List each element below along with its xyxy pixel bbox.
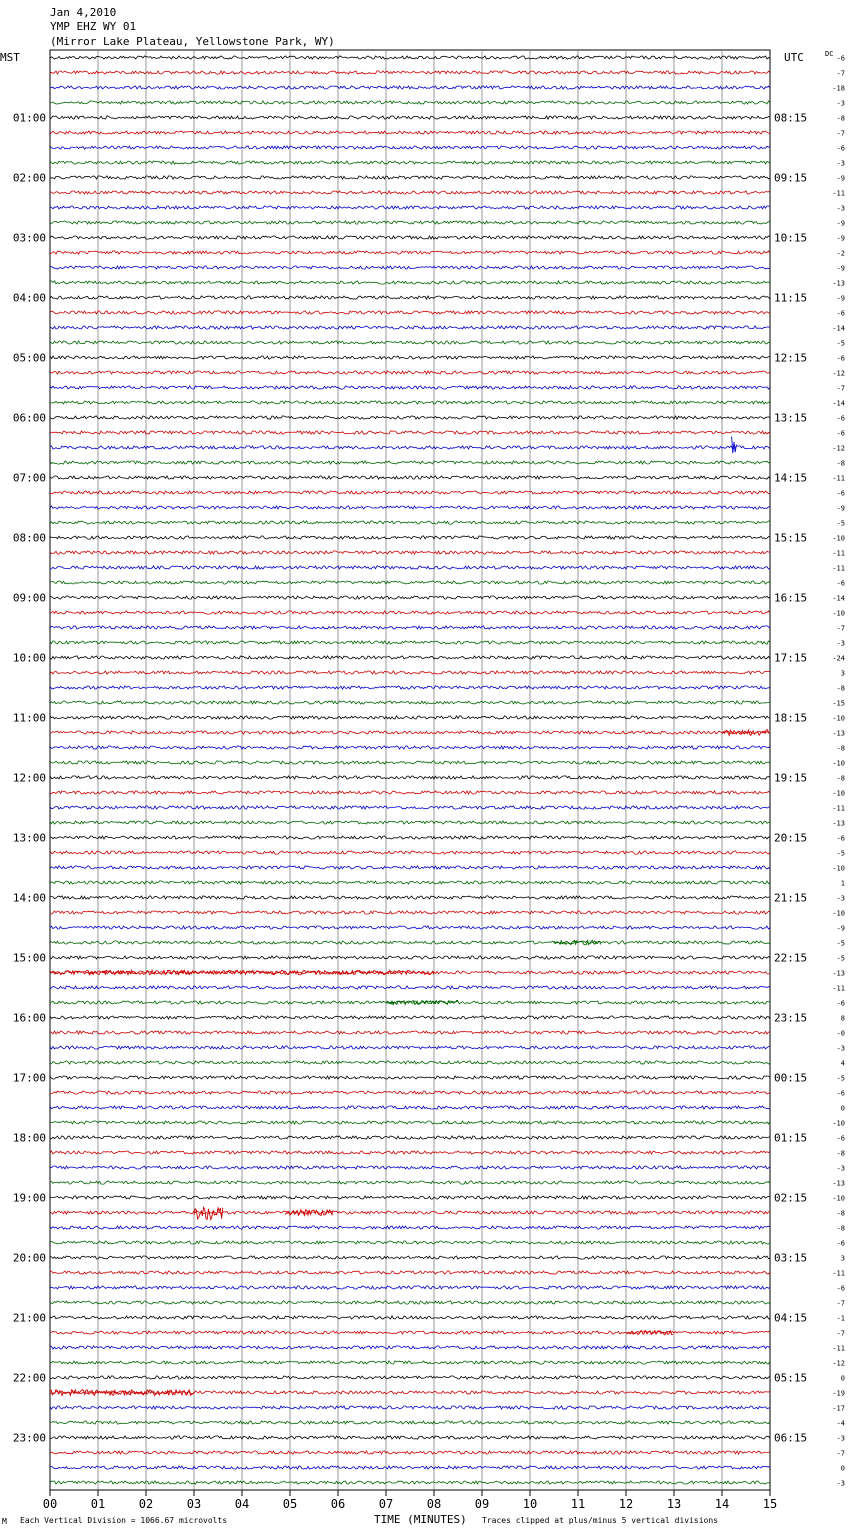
dc-offset-value: -6 <box>836 309 845 318</box>
chart-location: (Mirror Lake Plateau, Yellowstone Park, WY) <box>50 35 335 48</box>
dc-offset-value: -4 <box>836 1419 845 1428</box>
mst-hour-label: 15:00 <box>12 951 46 965</box>
utc-hour-label: 19:15 <box>774 771 808 785</box>
seismic-trace <box>50 161 770 164</box>
dc-offset-value: -8 <box>836 1224 845 1233</box>
utc-hour-label: 02:15 <box>774 1191 808 1205</box>
x-tick-label: 00 <box>42 1497 58 1511</box>
seismic-trace <box>50 1091 770 1094</box>
seismic-trace <box>50 206 770 209</box>
dc-offset-value: -19 <box>832 1389 845 1398</box>
seismic-trace <box>50 371 770 374</box>
dc-offset-value: -15 <box>832 699 845 708</box>
mst-hour-label: 21:00 <box>12 1311 46 1325</box>
seismic-trace <box>50 416 770 419</box>
dc-offset-value: -8 <box>836 774 845 783</box>
seismic-trace <box>50 761 770 764</box>
seismic-trace <box>50 1046 770 1049</box>
x-tick-label: 02 <box>138 1497 154 1511</box>
dc-offset-value: 3 <box>840 669 845 678</box>
dc-offset-value: -3 <box>836 204 845 213</box>
dc-offset-value: -13 <box>832 279 845 288</box>
seismic-trace <box>50 1346 770 1349</box>
seismic-trace <box>50 731 770 734</box>
seismic-trace <box>50 1256 770 1259</box>
seismic-trace <box>50 326 770 329</box>
seismic-trace <box>50 1106 770 1109</box>
seismic-event <box>732 437 737 454</box>
dc-offset-value: -10 <box>832 909 845 918</box>
seismic-trace <box>50 266 770 269</box>
utc-hour-label: 14:15 <box>774 471 808 485</box>
x-tick-label: 10 <box>522 1497 538 1511</box>
seismic-trace <box>50 1226 770 1229</box>
dc-offset-value: -6 <box>836 489 845 498</box>
seismic-trace <box>50 1076 770 1079</box>
seismic-trace <box>50 881 770 884</box>
x-tick-label: 08 <box>426 1497 442 1511</box>
dc-offset-value: -8 <box>836 1149 845 1158</box>
seismic-trace <box>50 221 770 224</box>
mst-hour-label: 17:00 <box>12 1071 46 1085</box>
dc-offset-value: -0 <box>836 1029 845 1038</box>
seismic-trace <box>50 1361 770 1364</box>
seismic-trace <box>50 356 770 359</box>
utc-hour-label: 18:15 <box>774 711 808 725</box>
mst-hour-label: 19:00 <box>12 1191 46 1205</box>
dc-offset-value: -11 <box>832 189 845 198</box>
dc-offset-value: -10 <box>832 609 845 618</box>
seismic-trace <box>50 446 770 449</box>
dc-offset-value: -14 <box>832 324 845 333</box>
dc-offset-value: -3 <box>836 99 845 108</box>
seismic-trace <box>50 86 770 89</box>
corner-mark: M <box>2 1517 7 1526</box>
seismic-trace <box>50 281 770 284</box>
dc-offset-value: -13 <box>832 729 845 738</box>
dc-offset-value: -9 <box>836 504 845 513</box>
x-axis-title: TIME (MINUTES) <box>374 1513 467 1526</box>
utc-hour-label: 01:15 <box>774 1131 808 1145</box>
dc-offset-value: -9 <box>836 924 845 933</box>
right-timezone-label: UTC <box>784 51 804 64</box>
seismic-trace <box>50 101 770 104</box>
dc-offset-value: -7 <box>836 384 845 393</box>
utc-hour-label: 08:15 <box>774 111 808 125</box>
seismic-trace <box>50 341 770 344</box>
seismic-trace <box>50 1211 770 1214</box>
x-axis <box>43 1490 777 1511</box>
x-tick-label: 03 <box>186 1497 202 1511</box>
dc-offset-value: -5 <box>836 1074 845 1083</box>
mst-hour-label: 11:00 <box>12 711 46 725</box>
dc-offset-value: -11 <box>832 549 845 558</box>
utc-hour-label: 00:15 <box>774 1071 808 1085</box>
dc-offset-value: -6 <box>836 1134 845 1143</box>
seismic-trace <box>50 146 770 149</box>
mst-hour-label: 07:00 <box>12 471 46 485</box>
dc-offset-value: -10 <box>832 1119 845 1128</box>
seismic-trace <box>50 521 770 524</box>
dc-offset-value: -5 <box>836 849 845 858</box>
mst-hour-label: 16:00 <box>12 1011 46 1025</box>
dc-offset-value: -9 <box>836 264 845 273</box>
dc-offset-value: -10 <box>832 714 845 723</box>
utc-hour-label: 21:15 <box>774 891 808 905</box>
seismic-trace <box>50 131 770 134</box>
dc-offset-value: -2 <box>836 249 845 258</box>
seismic-trace <box>50 1316 770 1319</box>
dc-offset-value: -8 <box>836 459 845 468</box>
utc-hour-label: 11:15 <box>774 291 808 305</box>
seismic-trace <box>50 776 770 779</box>
seismic-trace <box>50 401 770 404</box>
seismic-trace <box>50 626 770 629</box>
dc-offset-value: 1 <box>840 879 845 888</box>
seismic-trace <box>50 806 770 809</box>
dc-offset-value: -7 <box>836 1329 845 1338</box>
dc-offset-value: -6 <box>836 414 845 423</box>
dc-offset-value: 8 <box>840 1014 845 1023</box>
seismic-trace <box>50 176 770 179</box>
dc-offset-value: -3 <box>836 894 845 903</box>
x-tick-label: 07 <box>378 1497 394 1511</box>
seismic-trace <box>50 311 770 314</box>
dc-offset-value: -7 <box>836 624 845 633</box>
dc-offset-value: -6 <box>836 834 845 843</box>
utc-hour-label: 10:15 <box>774 231 808 245</box>
dc-offset-value: -13 <box>832 969 845 978</box>
utc-hour-label: 06:15 <box>774 1431 808 1445</box>
seismic-trace <box>50 926 770 929</box>
utc-hour-label: 17:15 <box>774 651 808 665</box>
seismic-trace <box>50 1301 770 1304</box>
dc-offset-value: -18 <box>832 84 845 93</box>
dc-offset-value: -1 <box>836 1314 845 1323</box>
x-tick-label: 12 <box>618 1497 634 1511</box>
seismic-trace <box>50 386 770 389</box>
mst-hour-label: 08:00 <box>12 531 46 545</box>
seismic-trace <box>50 611 770 614</box>
seismic-trace <box>50 791 770 794</box>
seismic-trace <box>50 656 770 659</box>
seismic-trace <box>50 1466 770 1469</box>
dc-offset-value: -6 <box>836 1284 845 1293</box>
dc-offset-value: -3 <box>836 1044 845 1053</box>
dc-offset-value: -8 <box>836 1209 845 1218</box>
seismic-trace <box>50 1166 770 1169</box>
clip-note: Traces clipped at plus/minus 5 vertical divisions <box>482 1516 719 1525</box>
dc-offset-value: -9 <box>836 294 845 303</box>
dc-offset-value: -7 <box>836 1449 845 1458</box>
mst-hour-label: 09:00 <box>12 591 46 605</box>
mst-hour-label: 20:00 <box>12 1251 46 1265</box>
dc-offset-value: -10 <box>832 1194 845 1203</box>
seismic-trace <box>50 296 770 299</box>
x-tick-label: 14 <box>714 1497 730 1511</box>
seismic-trace <box>50 701 770 704</box>
dc-offset-value: -10 <box>832 534 845 543</box>
dc-offset-value: 3 <box>840 1254 845 1263</box>
dc-offset-value: -5 <box>836 954 845 963</box>
dc-offset-value: -3 <box>836 639 845 648</box>
dc-offset-value: -11 <box>832 984 845 993</box>
mst-hour-label: 05:00 <box>12 351 46 365</box>
mst-hour-label: 01:00 <box>12 111 46 125</box>
x-tick-label: 15 <box>762 1497 778 1511</box>
seismic-trace <box>50 986 770 989</box>
utc-hour-label: 16:15 <box>774 591 808 605</box>
seismic-trace <box>50 1121 770 1124</box>
seismic-trace <box>50 1406 770 1409</box>
seismic-trace <box>50 596 770 599</box>
utc-hour-label: 09:15 <box>774 171 808 185</box>
dc-offset-value: -7 <box>836 129 845 138</box>
seismic-trace <box>50 911 770 914</box>
seismic-trace <box>50 1436 770 1439</box>
utc-hour-label: 04:15 <box>774 1311 808 1325</box>
dc-offset-value: -17 <box>832 1404 845 1413</box>
seismic-trace <box>50 191 770 194</box>
seismic-trace <box>50 581 770 584</box>
dc-offset-value: -6 <box>836 579 845 588</box>
seismic-trace <box>50 956 770 959</box>
seismic-trace <box>50 896 770 899</box>
seismic-trace <box>50 1151 770 1154</box>
seismic-trace <box>50 551 770 554</box>
dc-offset-value: -3 <box>836 1164 845 1173</box>
seismic-events <box>50 437 769 1396</box>
seismic-trace <box>50 71 770 74</box>
dc-offset-value: -11 <box>832 1344 845 1353</box>
mst-hour-label: 22:00 <box>12 1371 46 1385</box>
seismic-trace <box>50 506 770 509</box>
seismic-traces <box>50 56 770 1484</box>
seismic-trace <box>50 116 770 119</box>
utc-hour-label: 23:15 <box>774 1011 808 1025</box>
seismic-trace <box>50 461 770 464</box>
dc-offset-value: 4 <box>840 1059 845 1068</box>
dc-offset-value: -10 <box>832 789 845 798</box>
dc-offset-value: -14 <box>832 594 845 603</box>
dc-offset-value: -11 <box>832 564 845 573</box>
dc-offset-value: -6 <box>836 1239 845 1248</box>
mst-hour-label: 18:00 <box>12 1131 46 1145</box>
x-tick-label: 09 <box>474 1497 490 1511</box>
scale-note: Each Vertical Division = 1066.67 microvolts <box>20 1516 228 1525</box>
seismic-trace <box>50 1481 770 1484</box>
seismic-trace <box>50 716 770 719</box>
seismic-trace <box>50 836 770 839</box>
seismic-trace <box>50 1061 770 1064</box>
dc-offset-value: -13 <box>832 819 845 828</box>
utc-hour-label: 03:15 <box>774 1251 808 1265</box>
seismic-trace <box>50 746 770 749</box>
utc-hour-label: 15:15 <box>774 531 808 545</box>
dc-offset-value: -9 <box>836 234 845 243</box>
dc-offset-value: -14 <box>832 399 845 408</box>
dc-offset-value: -3 <box>836 1434 845 1443</box>
dc-offset-values <box>832 55 845 1488</box>
seismic-trace <box>50 1451 770 1454</box>
seismic-trace <box>50 941 770 944</box>
utc-hour-label: 12:15 <box>774 351 808 365</box>
mst-hour-label: 23:00 <box>12 1431 46 1445</box>
chart-station: YMP EHZ WY 01 <box>50 20 137 33</box>
x-tick-label: 04 <box>234 1497 250 1511</box>
dc-offset-value: -5 <box>836 519 845 528</box>
seismic-trace <box>50 641 770 644</box>
seismic-trace <box>50 1016 770 1019</box>
seismic-trace <box>50 566 770 569</box>
dc-offset-value: 0 <box>840 1464 845 1473</box>
seismic-trace <box>50 536 770 539</box>
dc-offset-value: -8 <box>836 744 845 753</box>
x-tick-label: 06 <box>330 1497 346 1511</box>
dc-offset-value: -12 <box>832 1359 845 1368</box>
x-tick-label: 13 <box>666 1497 682 1511</box>
dc-offset-value: -24 <box>832 654 845 663</box>
mst-hour-label: 04:00 <box>12 291 46 305</box>
seismic-trace <box>50 1376 770 1379</box>
x-tick-label: 01 <box>90 1497 106 1511</box>
mst-hour-label: 02:00 <box>12 171 46 185</box>
dc-offset-value: -7 <box>836 1299 845 1308</box>
seismic-trace <box>50 1421 770 1424</box>
dc-offset-value: -6 <box>836 429 845 438</box>
seismic-trace <box>50 1196 770 1199</box>
seismic-trace <box>50 236 770 239</box>
dc-offset-value: 0 <box>840 1374 845 1383</box>
dc-offset-value: -12 <box>832 369 845 378</box>
x-tick-label: 11 <box>570 1497 586 1511</box>
mst-hour-labels <box>13 112 46 1445</box>
seismic-trace <box>50 1181 770 1184</box>
dc-offset-value: -3 <box>836 159 845 168</box>
dc-offset-value: -7 <box>836 69 845 78</box>
mst-hour-label: 14:00 <box>12 891 46 905</box>
dc-offset-value: -5 <box>836 939 845 948</box>
seismic-trace <box>50 1031 770 1034</box>
dc-offset-value: -5 <box>836 339 845 348</box>
dc-offset-value: -10 <box>832 864 845 873</box>
mst-hour-label: 13:00 <box>12 831 46 845</box>
seismic-trace <box>50 1286 770 1289</box>
seismic-trace <box>50 1241 770 1244</box>
dc-offset-value: -11 <box>832 1269 845 1278</box>
seismic-trace <box>50 866 770 869</box>
dc-offset-value: -6 <box>836 999 845 1008</box>
dc-label: DC <box>825 50 834 58</box>
x-tick-label: 05 <box>282 1497 298 1511</box>
utc-hour-labels <box>774 112 807 1445</box>
dc-offset-value: -8 <box>836 114 845 123</box>
dc-offset-value: -6 <box>836 144 845 153</box>
seismic-trace <box>50 821 770 824</box>
utc-hour-label: 20:15 <box>774 831 808 845</box>
left-timezone-label: MST <box>0 51 20 64</box>
dc-offset-value: 0 <box>840 1104 845 1113</box>
mst-hour-label: 10:00 <box>12 651 46 665</box>
seismic-trace <box>50 56 770 59</box>
dc-offset-value: -8 <box>836 684 845 693</box>
chart-date: Jan 4,2010 <box>50 6 117 19</box>
utc-hour-label: 13:15 <box>774 411 808 425</box>
seismic-trace <box>50 491 770 494</box>
seismic-trace <box>50 431 770 434</box>
dc-offset-value: -6 <box>836 354 845 363</box>
seismic-trace <box>50 851 770 854</box>
seismic-trace <box>50 1271 770 1274</box>
mst-hour-label: 06:00 <box>12 411 46 425</box>
dc-offset-value: -11 <box>832 804 845 813</box>
utc-hour-label: 22:15 <box>774 951 808 965</box>
seismic-trace <box>50 671 770 674</box>
dc-offset-value: -9 <box>836 174 845 183</box>
mst-hour-label: 03:00 <box>12 231 46 245</box>
dc-offset-value: -13 <box>832 1179 845 1188</box>
seismic-trace <box>50 476 770 479</box>
seismic-trace <box>50 1136 770 1139</box>
seismic-trace <box>50 686 770 689</box>
dc-offset-value: -11 <box>832 474 845 483</box>
seismic-event <box>194 1207 223 1219</box>
dc-offset-value: -10 <box>832 759 845 768</box>
dc-offset-value: -3 <box>836 1479 845 1488</box>
dc-offset-value: -12 <box>832 444 845 453</box>
utc-hour-label: 05:15 <box>774 1371 808 1385</box>
dc-offset-value: -6 <box>836 1089 845 1098</box>
seismic-trace <box>50 251 770 254</box>
mst-hour-label: 12:00 <box>12 771 46 785</box>
dc-offset-value: -6 <box>836 54 845 63</box>
dc-offset-value: -9 <box>836 219 845 228</box>
